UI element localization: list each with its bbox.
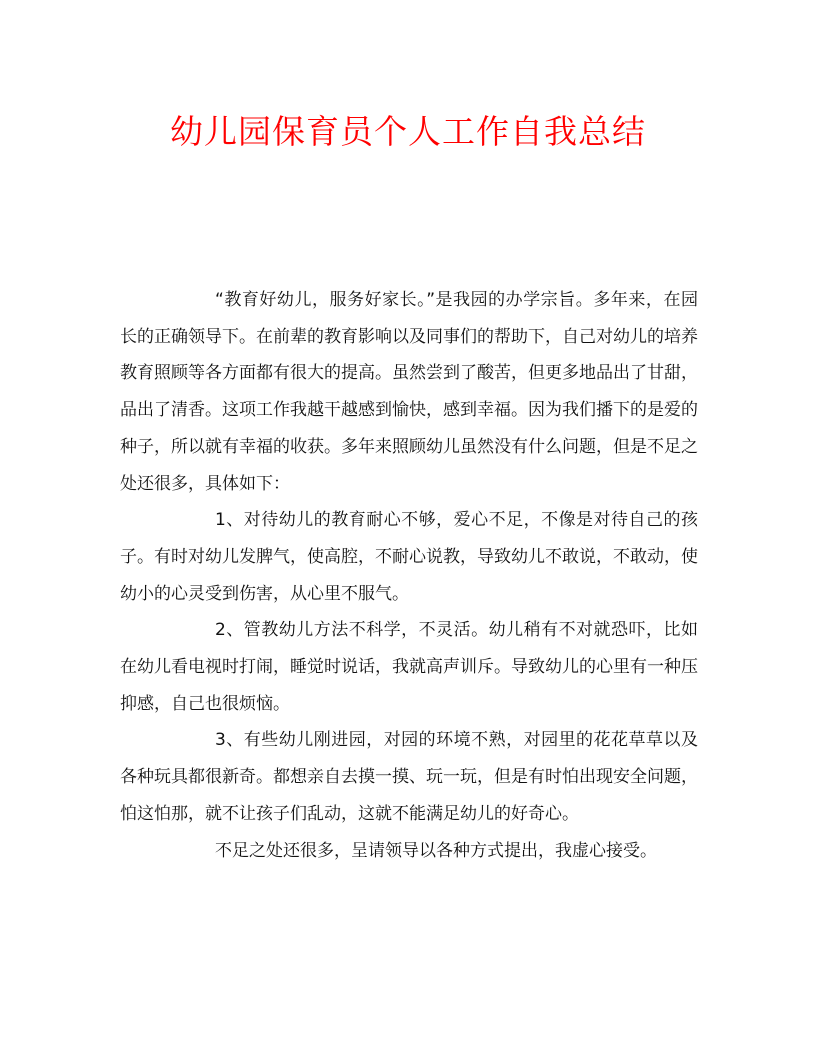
- paragraph-intro: “教育好幼儿，服务好家长。”是我园的办学宗旨。多年来，在园长的正确领导下。在前辈的教育影响以及同事们的帮助下，自己对幼儿的培养教育照顾等各方面都有很大的提高。虽然尝到了酸苦，但更多地品出了甘甜，品出了清香。这项工作我越干越感到愉快，感到幸福。因为我们播下的是爱的种子，所以就有幸福的收获。多年来照顾幼儿虽然没有什么问题，但是不足之处还很多，具体如下：: [120, 290, 698, 494]
- paragraph-point-3: 3、有些幼儿刚进园，对园的环境不熟，对园里的花花草草以及各种玩具都很新奇。都想亲自去摸一摸、玩一玩，但是有时怕出现安全问题，怕这怕那，就不让孩子们乱动，这就不能满足幼儿的好奇心。: [120, 730, 698, 824]
- paragraph-conclusion: 不足之处还很多，呈请领导以各种方式提出，我虚心接受。: [215, 840, 657, 861]
- document-body: [120, 282, 698, 869]
- document-title: 幼儿园保育员个人工作自我总结: [170, 112, 646, 151]
- paragraph-point-1: 1、对待幼儿的教育耐心不够，爱心不足，不像是对待自己的孩子。有时对幼儿发脾气，使高腔，不耐心说教，导致幼儿不敢说，不敢动，使幼小的心灵受到伤害，从心里不服气。: [120, 510, 698, 604]
- paragraph-point-2: 2、管教幼儿方法不科学，不灵活。幼儿稍有不对就恐吓，比如在幼儿看电视时打闹，睡觉时说话，我就高声训斥。导致幼儿的心里有一种压抑感，自己也很烦恼。: [120, 620, 698, 714]
